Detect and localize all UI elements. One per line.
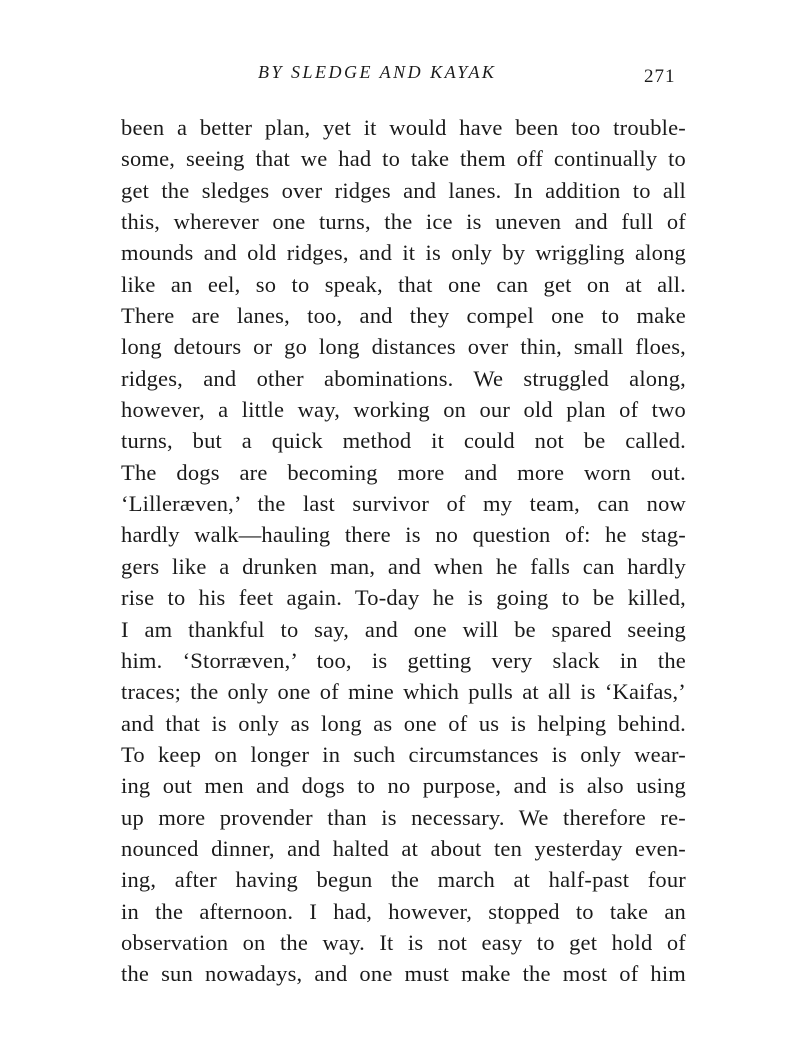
text-line: ing, after having begun the march at half-past four [121,867,686,893]
text-line: up more provender than is necessary. We therefore re- [121,804,686,830]
page-number: 271 [644,66,676,87]
text-line: hardly walk—hauling there is no question of: he stag- [121,522,686,548]
text-line: in the afternoon. I had, however, stopped to take an [121,898,686,924]
text-line: and that is only as long as one of us is helping behind. [121,710,686,736]
running-head: BY SLEDGE AND KAYAK [258,62,497,82]
text-line: gers like a drunken man, and when he falls can hardly [121,553,686,579]
text-line: him. ‘Storræven,’ too, is getting very slack in the [121,647,686,673]
text-line: ing out men and dogs to no purpose, and is also using [121,773,686,799]
text-line: rise to his feet again. To-day he is going to be killed, [121,585,686,611]
body-text [121,112,686,990]
text-line: The dogs are becoming more and more worn out. [121,459,686,485]
text-line: some, seeing that we had to take them off continually to [121,146,686,172]
text-line: nounced dinner, and halted at about ten yesterday even- [121,835,686,861]
text-line: I am thankful to say, and one will be spared seeing [121,616,686,642]
text-line: however, a little way, working on our old plan of two [121,397,686,423]
text-line: this, wherever one turns, the ice is uneven and full of [121,209,686,235]
text-line: mounds and old ridges, and it is only by wriggling along [121,240,686,266]
text-line: traces; the only one of mine which pulls at all is ‘Kaifas,’ [121,679,686,705]
text-line: the sun nowadays, and one must make the most of him [121,961,686,987]
text-line: been a better plan, yet it would have been too trouble- [121,115,686,140]
text-line: To keep on longer in such circumstances is only wear- [121,741,686,767]
text-line: ridges, and other abominations. We struggled along, [121,365,686,391]
text-line: There are lanes, too, and they compel one to make [121,303,686,329]
text-line: like an eel, so to speak, that one can get on at all. [121,271,686,297]
text-line: ‘Lilleræven,’ the last survivor of my team, can now [121,491,686,517]
text-line: turns, but a quick method it could not be called. [121,428,686,454]
text-line: get the sledges over ridges and lanes. In addition to all [121,177,686,203]
text-line: observation on the way. It is not easy to get hold of [121,929,686,955]
text-line: long detours or go long distances over thin, small floes, [121,334,686,360]
